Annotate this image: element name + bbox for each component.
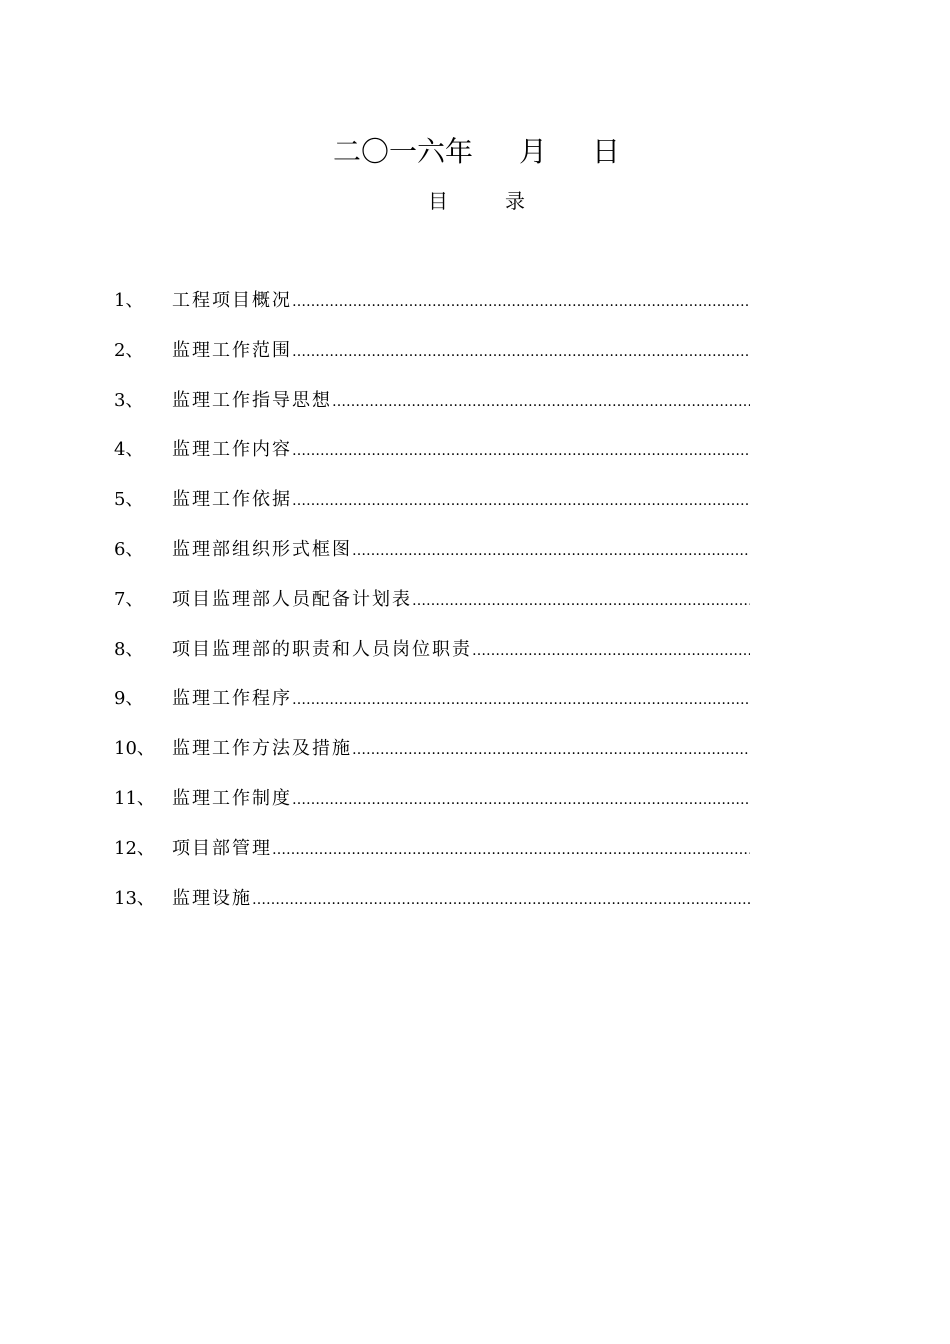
toc-item-number: 11、 (114, 787, 155, 809)
toc-dot-leader (292, 436, 750, 465)
toc-dot-leader (292, 486, 750, 515)
toc-dot-leader (292, 337, 750, 366)
toc-item-title: 项目监理部的职责和人员岗位职责 (172, 638, 472, 660)
toc-entry (172, 535, 750, 565)
toc-item-title: 监理工作方法及措施 (172, 738, 352, 760)
toc-item-number: 1、 (114, 290, 144, 311)
toc-item-number: 9、 (114, 688, 144, 710)
toc-item-number: 8、 (114, 638, 144, 660)
toc-item-number: 6、 (114, 538, 144, 560)
toc-dot-leader (472, 636, 750, 665)
toc-item[interactable] (0, 286, 950, 336)
toc-entry (172, 684, 750, 714)
toc-dot-leader (292, 287, 750, 316)
toc-heading-char-1: 目 (428, 189, 448, 213)
toc-item-number: 5、 (114, 489, 144, 511)
toc-entry (172, 435, 750, 465)
toc-item-title: 监理工作制度 (172, 787, 292, 809)
toc-entry (172, 386, 750, 416)
toc-dot-leader (352, 536, 750, 565)
toc-item-number: 10、 (114, 738, 155, 760)
toc-item-title: 工程项目概况 (172, 290, 292, 311)
toc-entry (172, 485, 750, 515)
toc-entry (172, 336, 750, 366)
toc-item-number: 2、 (114, 339, 144, 361)
toc-dot-leader (252, 885, 750, 914)
toc-entry (172, 884, 750, 914)
toc-item[interactable] (0, 784, 950, 834)
toc-item-number: 3、 (114, 389, 144, 411)
date-year: 二〇一六年 (333, 135, 474, 168)
toc-item[interactable] (0, 884, 950, 934)
toc-dot-leader (332, 387, 750, 416)
toc-item-title: 监理设施 (172, 887, 252, 909)
toc-entry (172, 635, 750, 665)
date-month: 月 (519, 135, 548, 168)
toc-entry (172, 286, 750, 316)
toc-entry (172, 834, 750, 864)
toc-item-title: 监理工作指导思想 (172, 389, 332, 411)
toc-item-number: 7、 (114, 588, 144, 610)
toc-dot-leader (292, 785, 750, 814)
toc-item[interactable] (0, 386, 950, 436)
toc-dot-leader (272, 835, 750, 864)
toc-item-title: 监理工作内容 (172, 439, 292, 461)
toc-item[interactable] (0, 684, 950, 734)
toc-item-title: 项目监理部人员配备计划表 (172, 588, 412, 610)
toc-item[interactable] (0, 535, 950, 585)
toc-entry (172, 734, 750, 764)
toc-item-title: 监理工作程序 (172, 688, 292, 710)
toc-item[interactable] (0, 336, 950, 386)
toc-entry (172, 585, 750, 615)
toc-item-title: 监理工作依据 (172, 489, 292, 511)
toc-item[interactable] (0, 834, 950, 884)
toc-item-number: 12、 (114, 837, 155, 859)
toc-item[interactable] (0, 585, 950, 635)
toc-item[interactable] (0, 734, 950, 784)
toc-item[interactable] (0, 635, 950, 685)
date-day: 日 (592, 135, 621, 168)
toc-entry (172, 784, 750, 814)
toc-dot-leader (352, 735, 750, 764)
toc-item[interactable] (0, 485, 950, 535)
toc-item[interactable] (0, 435, 950, 485)
toc-list (0, 286, 950, 933)
toc-heading (0, 186, 950, 216)
toc-item-title: 项目部管理 (172, 837, 272, 859)
toc-item-number: 4、 (114, 439, 144, 461)
toc-heading-char-2: 录 (505, 189, 525, 213)
date-line (0, 132, 950, 172)
toc-item-title: 监理工作范围 (172, 339, 292, 361)
toc-item-number: 13、 (114, 887, 155, 909)
toc-dot-leader (412, 586, 750, 615)
toc-item-title: 监理部组织形式框图 (172, 538, 352, 560)
toc-dot-leader (292, 685, 750, 714)
